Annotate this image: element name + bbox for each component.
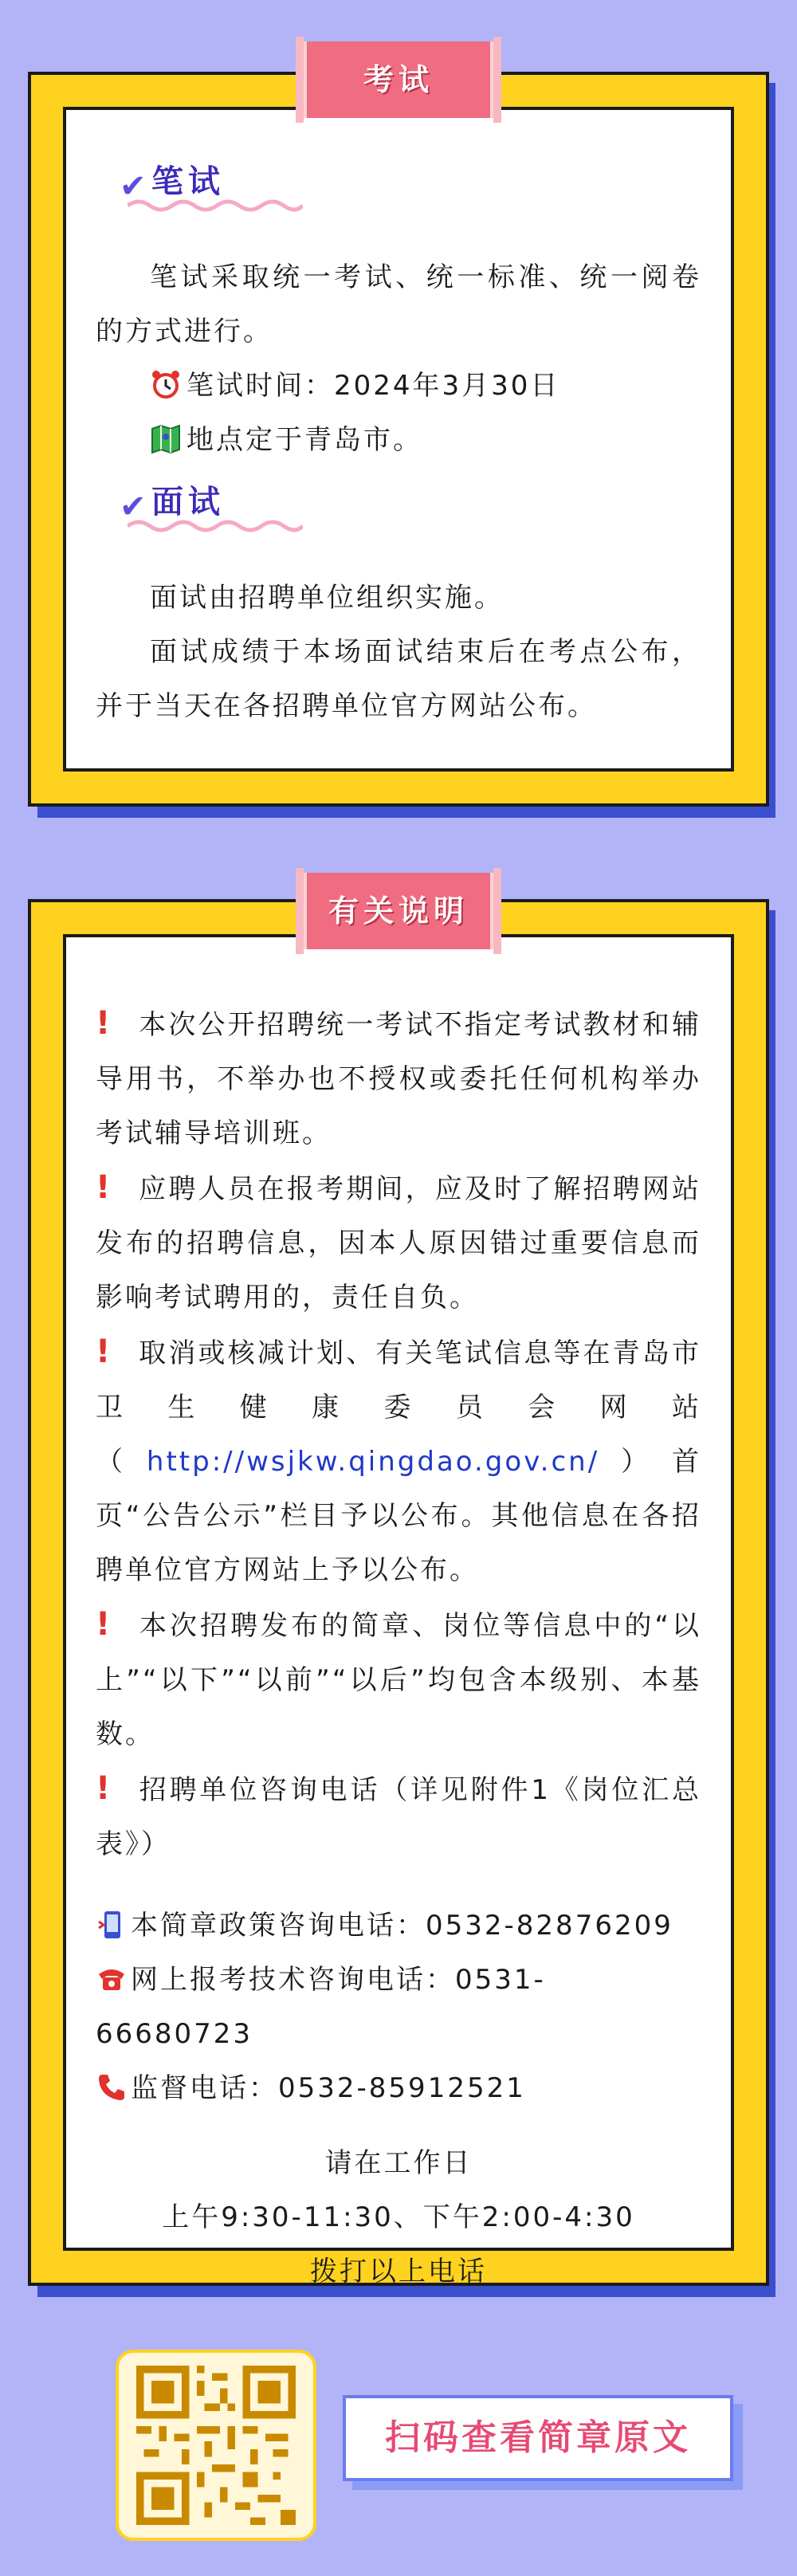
note-item (96, 1597, 701, 1761)
phone-policy: 本简章政策咨询电话：0532-82876209 (131, 1910, 673, 1942)
interview-heading-label: 面试 (151, 484, 225, 520)
interview-description-1: 面试由招聘单位组织实施。 (150, 582, 504, 614)
note-text: 应聘人员在报考期间，应及时了解招聘网站发布的招聘信息，因本人原因错过重要信息而影响考试聘用的，责任自负。 (96, 1173, 701, 1314)
note-text: 取消或核减计划、有关笔试信息等在青岛市卫生健康委员会网站（ (96, 1337, 701, 1478)
exclamation-icon: ! (96, 1770, 113, 1807)
hours-line-3: 拨打以上电话 (310, 2256, 487, 2287)
notes-banner (299, 873, 498, 949)
note-item (96, 996, 701, 1160)
written-place-line (96, 413, 701, 467)
phone-line-tech (96, 1953, 701, 2061)
mobile-phone-icon (96, 1909, 128, 1941)
note-text: 本次公开招聘统一考试不指定考试教材和辅导用书，不举办也不授权或委托任何机构举办考试辅导培训班。 (96, 1009, 701, 1149)
phone-receiver-icon (96, 2071, 128, 2103)
phone-line-supervision (96, 2061, 701, 2115)
written-heading-label: 笔试 (151, 163, 225, 200)
checkmark-icon: ✔ (120, 168, 149, 205)
exclamation-icon: ! (96, 1005, 113, 1042)
exclamation-icon: ! (96, 1333, 113, 1370)
note-item (96, 1761, 701, 1871)
hours-line-1: 请在工作日 (324, 2147, 473, 2179)
map-icon (150, 422, 182, 454)
exam-content (96, 155, 701, 733)
qr-code-icon (132, 2366, 300, 2525)
note-item (96, 1325, 701, 1597)
wave-underline-icon (128, 198, 303, 214)
alarm-clock-icon (150, 368, 182, 400)
telephone-icon (96, 1963, 128, 1995)
notes-content (96, 996, 701, 2299)
written-description: 笔试采取统一考试、统一标准、统一阅卷的方式进行。 (96, 261, 701, 348)
scan-original-button[interactable] (343, 2395, 733, 2481)
health-commission-link[interactable]: http://wsjkw.qingdao.gov.cn/ (146, 1446, 600, 1478)
interview-heading (96, 475, 701, 539)
hours-line-2: 上午9:30-11:30、下午2:00-4:30 (162, 2201, 635, 2233)
note-text: 招聘单位咨询电话（详见附件1《岗位汇总表》） (96, 1774, 701, 1860)
phone-tech: 网上报考技术咨询电话：0531-66680723 (96, 1964, 546, 2050)
phone-line-policy (96, 1899, 701, 1953)
exam-banner (299, 41, 498, 118)
exclamation-icon: ! (96, 1606, 113, 1643)
note-text: 本次招聘发布的简章、岗位等信息中的“以上”“以下”“以前”“以后”均包含本级别、本基数。 (96, 1610, 701, 1750)
scan-button-label: 扫码查看简章原文 (385, 2417, 691, 2458)
qr-code-card[interactable] (116, 2350, 316, 2541)
notes-banner-title: 有关说明 (328, 893, 469, 929)
written-heading (96, 155, 701, 218)
interview-description-2: 面试成绩于本场面试结束后在考点公布，并于当天在各招聘单位官方网站公布。 (96, 636, 701, 722)
note-text: ）首页“公告公示”栏目予以公布。其他信息在各招聘单位官方网站上予以公布。 (96, 1446, 701, 1586)
written-place: 地点定于青岛市。 (186, 424, 422, 456)
exam-banner-title: 考试 (363, 62, 434, 97)
exclamation-icon: ! (96, 1169, 113, 1206)
phone-supervision: 监督电话：0532-85912521 (131, 2072, 526, 2104)
wave-underline-icon (128, 518, 303, 534)
written-time-line (96, 359, 701, 413)
written-time: 笔试时间：2024年3月30日 (186, 370, 560, 402)
note-item (96, 1160, 701, 1325)
checkmark-icon: ✔ (120, 489, 149, 525)
